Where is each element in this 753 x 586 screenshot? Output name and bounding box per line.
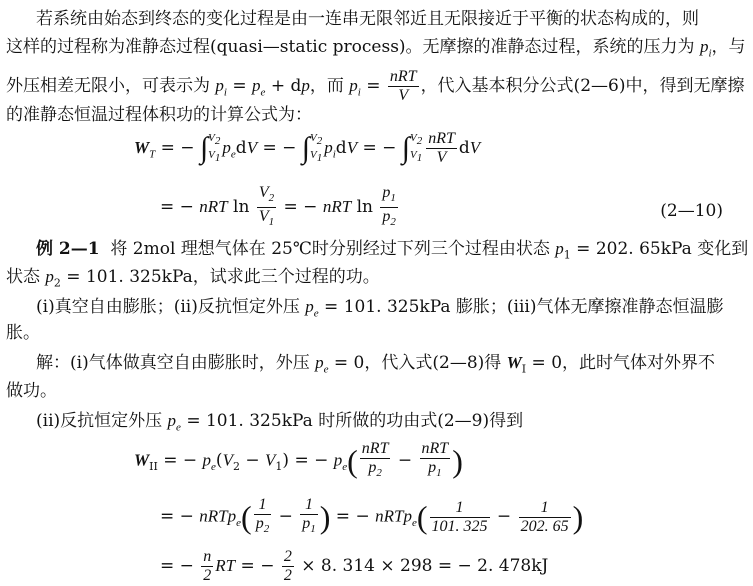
example-cases-line2: 胀。 [6, 323, 40, 343]
frac-nrt-v: $\frac{\text{nRT}}{V}$ [389, 68, 417, 104]
example-line2: 状态 $p_2 = 101$. 325kPa，试求此三个过程的功。 [6, 267, 380, 290]
para1-line2: 这样的过程称为准静态过程(quasi—static process)。无摩擦的准静态过程，系统的压力为 $p_i$，与 [6, 37, 746, 60]
para1-line3: 外压相差无限小，可表示为 $p_i = p_e$ + dp，而 $p_i$ = $\frac{\text{nRT}}{V}$ ，代入基本积分公式(2—6)中，得到无摩擦 [6, 68, 745, 104]
solution-line2: 做功。 [6, 381, 57, 401]
eq-2-10-row1: $W_T$ = − ∫ $V_2$ $V_1$ $p_edV$ = − ∫ $V_2$ $V_1$ $p_idV$ = − ∫ $V_2$ $V_1$ $\frac{\text{nRT}}{V}$ dV [134, 130, 481, 166]
para1-line4: 的准静态恒温过程体积功的计算公式为： [6, 105, 312, 125]
para1-line1 [36, 8, 699, 30]
eq-2-10-row2: = − nRT ln $\frac{V_2}{V_1}$ = − nRT ln $\frac{p_1}{p_2}$ [160, 184, 396, 229]
example-line1: 例 2—1 将 2mol 理想气体在 25℃时分别经过下列三个过程由状态 $p_1 = 202$. 65kPa 变化到 [36, 239, 749, 262]
solution-line3: (ii)反抗恒定外压 $p_e = 101$. 325kPa 时所做的功由式(2—9)得到 [36, 411, 524, 434]
solution-eq1: $W_{II}$ = − $p_e(V_2 - V_1)$ = − $p_e$( $\frac{\text{nRT}}{p_2}$ − $\frac{\text{nRT}}{p_1}$ ) [134, 440, 463, 480]
solution-eq3: = − $\frac{n}{2}$ RT = − $\frac{2}{2}$ × 8. 314 × 298 = − 2. 478kJ [160, 548, 549, 584]
solution-line1: 解：(i)气体做真空自由膨胀时，外压 $p_e = 0$，代入式(2—8)得 $W_I = 0$，此时气体对外界不 [36, 353, 716, 376]
para1-line1-text: 若系统由始态到终态的变化过程是由一连串无限邻近且无限接近于平衡的状态构成的，则 [36, 9, 699, 29]
example-label: 例 2—1 [36, 239, 100, 259]
eq-2-10-number: (2—10) [660, 201, 723, 221]
example-cases-line1: (i)真空自由膨胀；(ii)反抗恒定外压 $p_e = 101$. 325kPa 膨胀；(iii)气体无摩擦准静态恒温膨 [36, 297, 724, 320]
solution-eq2: = − nRTp$_e$( $\frac{1}{p_2}$ − $\frac{1}{p_1}$ ) = − nRTp$_e$( $\frac{1}{101. 325}$ − $\frac{1}{202. 65}$ ) [160, 496, 584, 536]
